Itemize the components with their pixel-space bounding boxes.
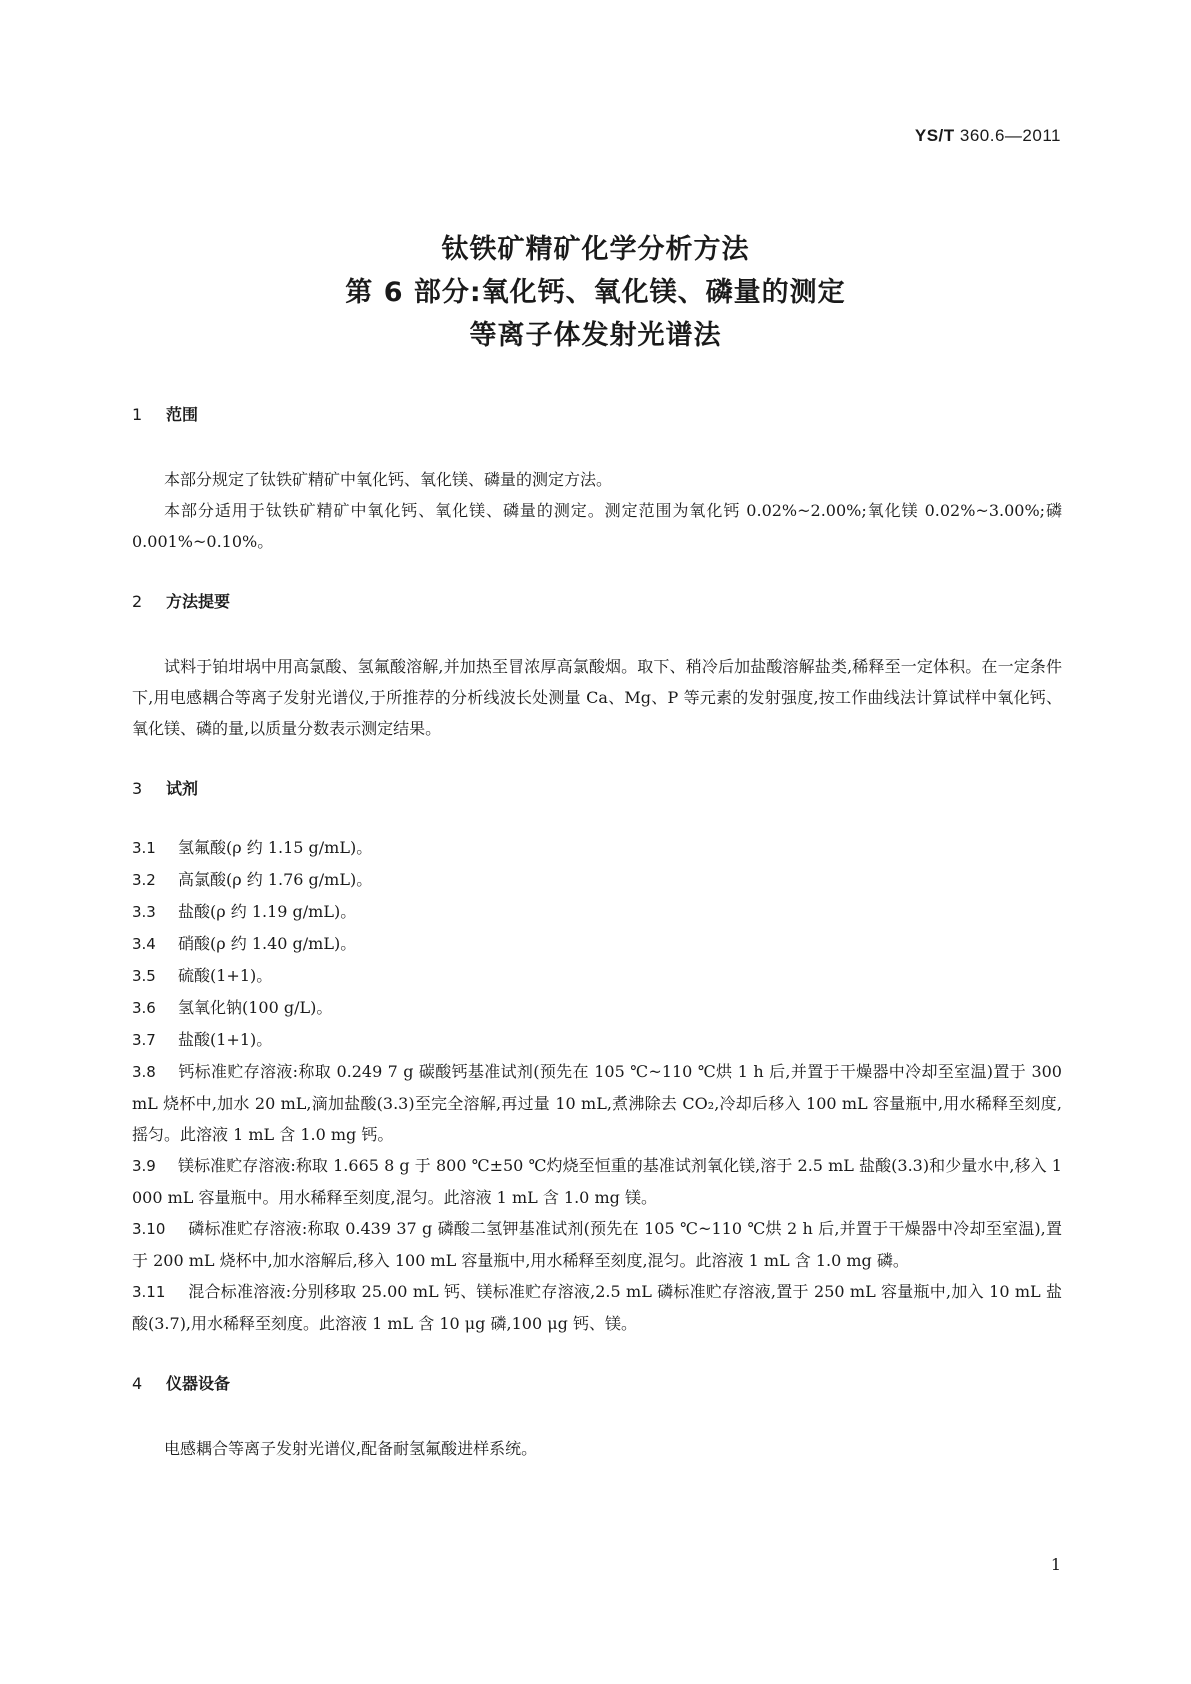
- reagent-item-3-2: [132, 864, 1062, 896]
- item-number: 3.5: [132, 967, 156, 985]
- reagent-item-3-10: [132, 1213, 1062, 1276]
- item-text: 氢氟酸(ρ 约 1.15 g/mL)。: [178, 838, 373, 857]
- reagent-item-3-11: [132, 1276, 1062, 1339]
- reagent-item-3-3: [132, 896, 1062, 928]
- paragraph: 本部分适用于钛铁矿精矿中氧化钙、氧化镁、磷量的测定。测定范围为氧化钙 0.02%~2.00%;氧化镁 0.02%~3.00%;磷 0.001%~0.10%。: [132, 501, 1062, 551]
- section-title: 仪器设备: [166, 1374, 231, 1393]
- item-number: 3.4: [132, 935, 156, 953]
- section-number: 2: [132, 592, 143, 611]
- item-text: 镁标准贮存溶液:称取 1.665 8 g 于 800 ℃±50 ℃灼烧至恒重的基准试剂氧化镁,溶于 2.5 mL 盐酸(3.3)和少量水中,移入 1 000 mL 容量瓶中。用水稀释至刻度,混匀。此溶液 1 mL 含 1.0 mg 镁。: [132, 1156, 1062, 1207]
- item-number: 3.9: [132, 1157, 156, 1175]
- section-1-heading: [132, 404, 1062, 426]
- item-number: 3.1: [132, 839, 156, 857]
- document-title: [0, 228, 1191, 357]
- title-line-2: 第 6 部分:氧化钙、氧化镁、磷量的测定: [345, 277, 846, 308]
- title-line-3: 等离子体发射光谱法: [469, 320, 722, 351]
- item-text: 硝酸(ρ 约 1.40 g/mL)。: [178, 934, 357, 953]
- item-number: 3.3: [132, 903, 156, 921]
- paragraph: 电感耦合等离子发射光谱仪,配备耐氢氟酸进样系统。: [164, 1439, 538, 1458]
- item-text: 硫酸(1+1)。: [178, 966, 273, 985]
- item-text: 混合标准溶液:分别移取 25.00 mL 钙、镁标准贮存溶液,2.5 mL 磷标准贮存溶液,置于 250 mL 容量瓶中,加入 10 mL 盐酸(3.7),用水稀释至刻度。此溶液 1 mL 含 10 μg 磷,100 μg 钙、镁。: [132, 1282, 1062, 1333]
- section-3-items: [132, 832, 1062, 1339]
- document-body: [132, 404, 1062, 1498]
- item-text: 磷标准贮存溶液:称取 0.439 37 g 磷酸二氢钾基准试剂(预先在 105 ℃~110 ℃烘 2 h 后,并置于干燥器中冷却至室温),置于 200 mL 烧杯中,加水溶解后,移入 100 mL 容量瓶中,用水稀释至刻度,混匀。此溶液 1 mL 含 1.0 mg 磷。: [132, 1219, 1062, 1270]
- section-number: 1: [132, 405, 143, 424]
- item-text: 盐酸(ρ 约 1.19 g/mL)。: [178, 902, 357, 921]
- item-number: 3.6: [132, 999, 156, 1017]
- reagent-item-3-5: [132, 960, 1062, 992]
- item-number: 3.2: [132, 871, 156, 889]
- standard-code: [915, 126, 1061, 146]
- item-number: 3.7: [132, 1031, 156, 1049]
- reagent-item-3-1: [132, 832, 1062, 864]
- paragraph: 本部分规定了钛铁矿精矿中氧化钙、氧化镁、磷量的测定方法。: [164, 470, 613, 489]
- reagent-item-3-6: [132, 992, 1062, 1024]
- section-title: 范围: [166, 405, 199, 424]
- standard-code-prefix: YS/T: [914, 126, 955, 145]
- standard-code-number: 360.6—2011: [959, 126, 1061, 145]
- item-text: 高氯酸(ρ 约 1.76 g/mL)。: [178, 870, 373, 889]
- section-number: 4: [132, 1374, 143, 1393]
- reagent-item-3-8: [132, 1056, 1062, 1150]
- section-title: 试剂: [166, 779, 199, 798]
- reagent-item-3-9: [132, 1150, 1062, 1213]
- item-number: 3.10: [132, 1220, 166, 1238]
- page-number: 1: [1050, 1555, 1061, 1574]
- reagent-item-3-4: [132, 928, 1062, 960]
- item-number: 3.8: [132, 1063, 156, 1081]
- section-3-heading: [132, 778, 1062, 800]
- item-number: 3.11: [132, 1283, 166, 1301]
- item-text: 盐酸(1+1)。: [178, 1030, 273, 1049]
- section-4-body: [132, 1433, 1062, 1464]
- section-4-heading: [132, 1373, 1062, 1395]
- paragraph: 试料于铂坩埚中用高氯酸、氢氟酸溶解,并加热至冒浓厚高氯酸烟。取下、稍冷后加盐酸溶解盐类,稀释至一定体积。在一定条件下,用电感耦合等离子发射光谱仪,于所推荐的分析线波长处测量 Ca、Mg、P 等元素的发射强度,按工作曲线法计算试样中氧化钙、氧化镁、磷的量,以质量分数表示测定结果。: [132, 657, 1062, 738]
- section-title: 方法提要: [166, 592, 231, 611]
- section-2-heading: [132, 591, 1062, 613]
- section-1-body: [132, 464, 1062, 557]
- reagent-item-3-7: [132, 1024, 1062, 1056]
- section-2-body: [132, 651, 1062, 744]
- item-text: 氢氧化钠(100 g/L)。: [178, 998, 333, 1017]
- item-text: 钙标准贮存溶液:称取 0.249 7 g 碳酸钙基准试剂(预先在 105 ℃~110 ℃烘 1 h 后,并置于干燥器中冷却至室温)置于 300 mL 烧杯中,加水 20 mL,滴加盐酸(3.3)至完全溶解,再过量 10 mL,煮沸除去 CO₂,冷却后移入 100 mL 容量瓶中,用水稀释至刻度,摇匀。此溶液 1 mL 含 1.0 mg 钙。: [132, 1062, 1062, 1144]
- section-number: 3: [132, 779, 143, 798]
- title-line-1: 钛铁矿精矿化学分析方法: [441, 234, 750, 265]
